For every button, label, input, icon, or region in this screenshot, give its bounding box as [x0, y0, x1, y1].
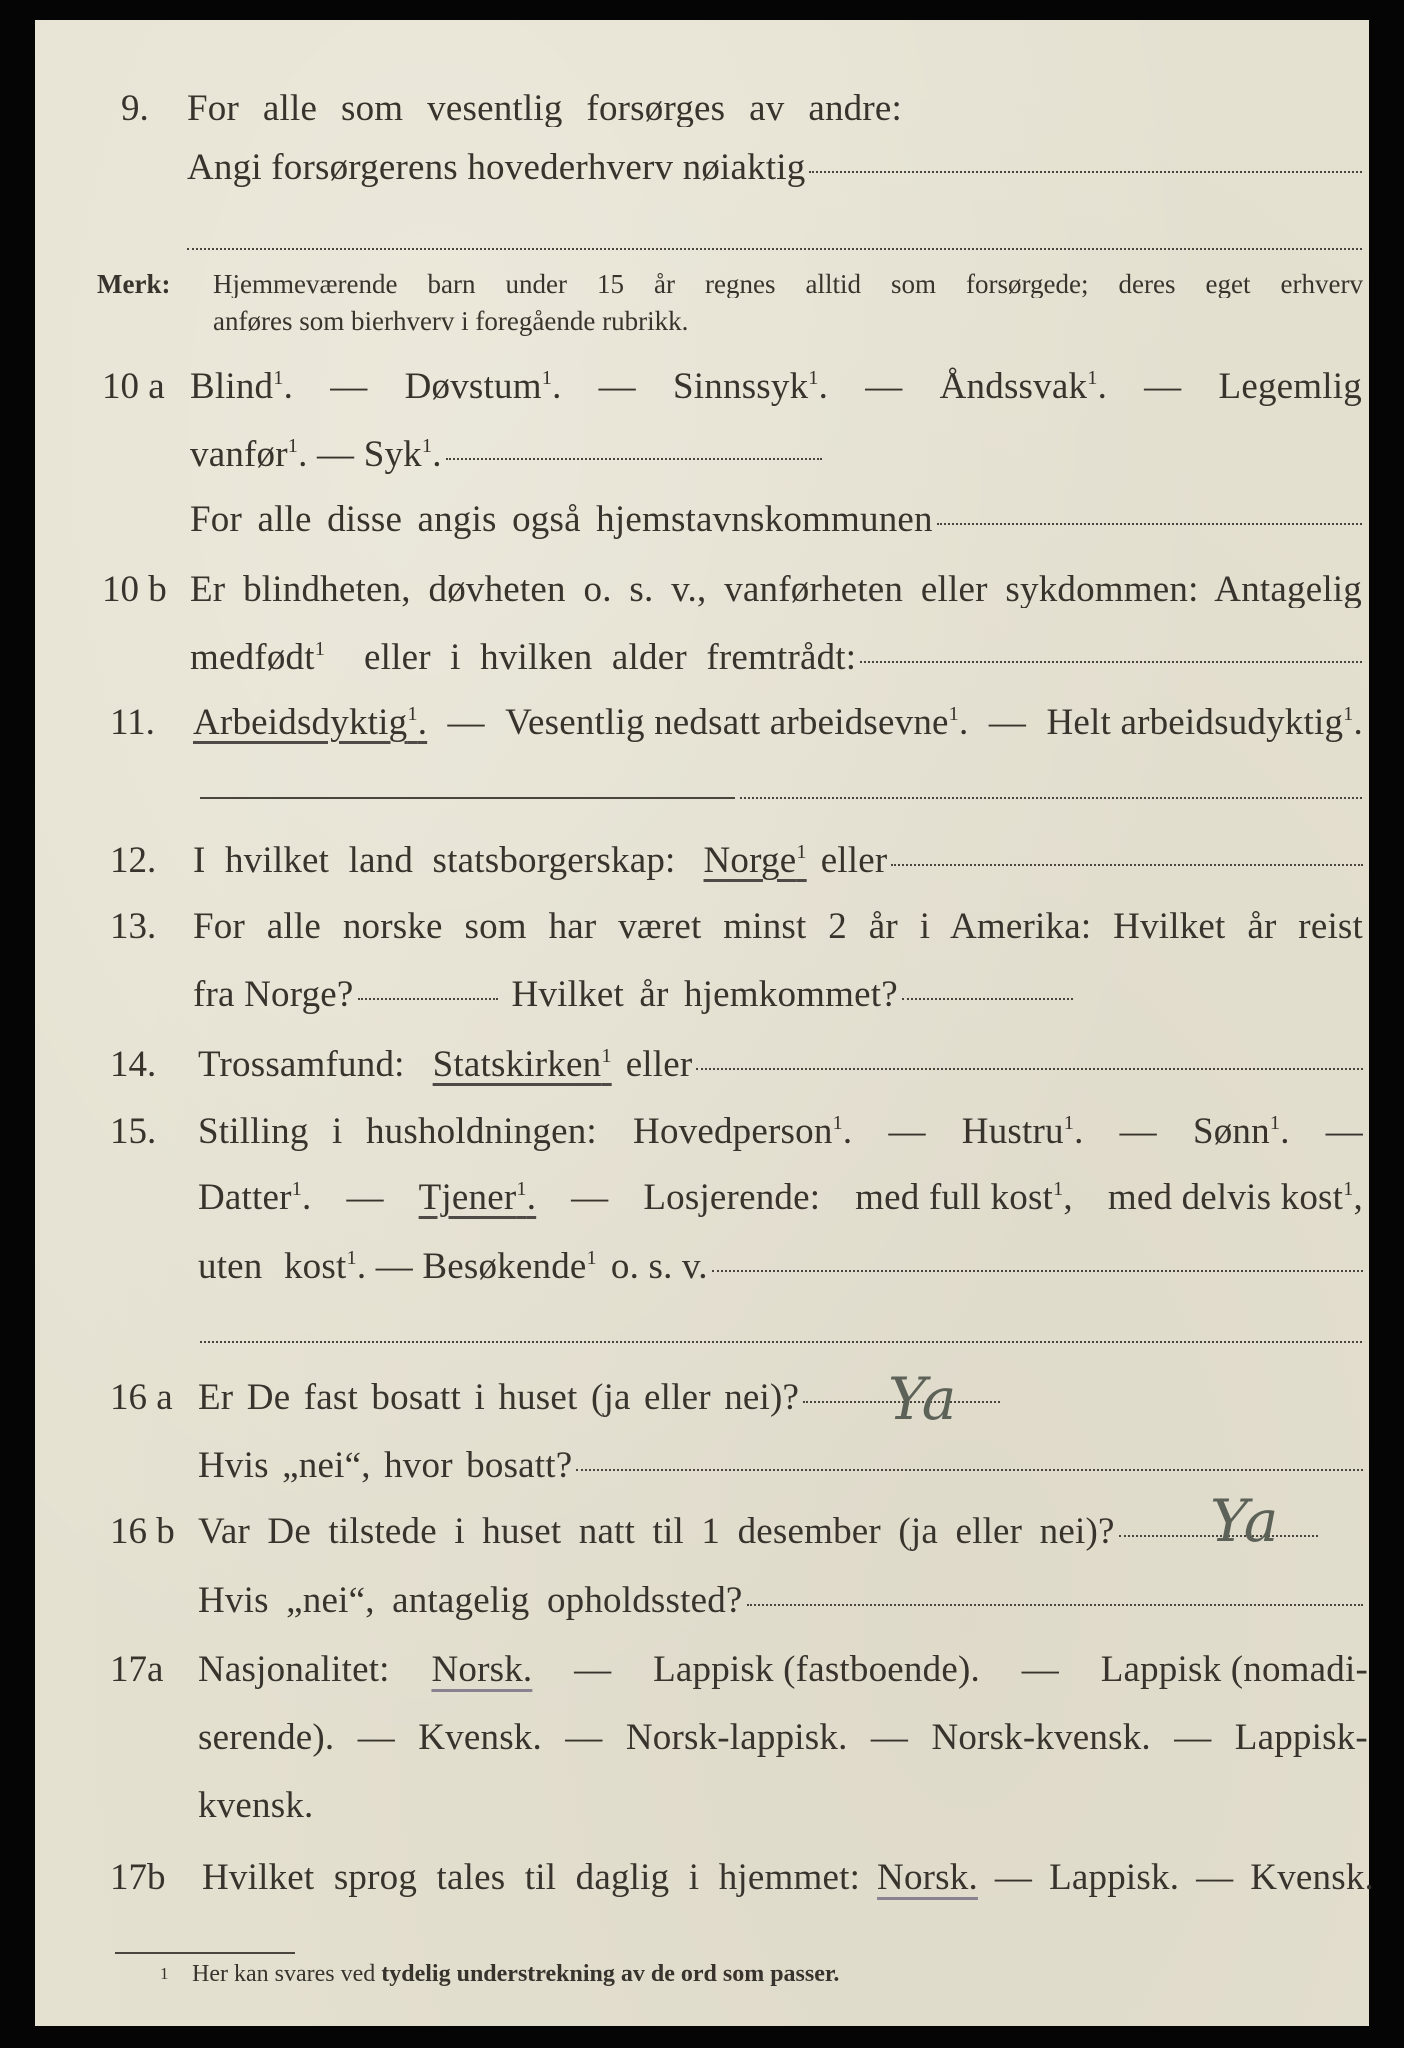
option-tjener-selected[interactable]: Tjener$^1$.: [418, 1177, 537, 1218]
q10a-answer-field[interactable]: [446, 458, 822, 460]
q10a-line1: Blind$^1$. — Døvstum$^1$. — Sinnssyk$^1$. — Åndssvak$^1$. — Legemlig: [190, 366, 1362, 407]
q16a-handwritten-answer: Ya: [888, 1365, 957, 1433]
q16a-where-field[interactable]: [576, 1469, 1363, 1471]
q17a-line3: kvensk.: [198, 1785, 314, 1826]
option-dovstum[interactable]: Døvstum$^1$.: [404, 366, 562, 407]
option-norge-selected[interactable]: Norge$^1$: [703, 840, 807, 881]
option-med-delvis-kost[interactable]: med delvis kost$^1$,: [1107, 1177, 1363, 1218]
option-syk[interactable]: Syk$^1$.: [363, 434, 442, 475]
option-hustru[interactable]: Hustru$^1$.: [961, 1111, 1084, 1152]
option-med-full-kost[interactable]: med full kost$^1$,: [855, 1177, 1073, 1218]
q15-line3: uten kost$^1$. — Besøkende$^1$ o. s. v.: [198, 1248, 1363, 1285]
option-arbeidsdyktig-selected[interactable]: Arbeidsdyktig$^1$.: [193, 702, 428, 743]
q11-answer-line-solid[interactable]: [200, 797, 735, 799]
option-lappisk-kvensk[interactable]: Lappisk-: [1234, 1717, 1368, 1758]
hjemstavnskommune-field[interactable]: [937, 523, 1362, 525]
q10a-line3: For alle disse angis også hjemstavnskommunen: [190, 501, 1362, 538]
q16b-number: 16 b: [110, 1511, 175, 1552]
q9-line2: [187, 149, 1362, 186]
q15-line2: Datter$^1$. — Tjener$^1$. — Losjerende: med full kost$^1$, med delvis kost$^1$,: [198, 1177, 1363, 1218]
q16b-where-field[interactable]: [747, 1604, 1363, 1606]
option-lappisk[interactable]: Lappisk.: [1049, 1857, 1180, 1898]
option-norsk-selected[interactable]: Norsk.: [431, 1649, 533, 1690]
q13-line2: fra Norge? Hvilket år hjemkommet?: [193, 976, 1073, 1013]
option-datter[interactable]: Datter$^1$.: [198, 1177, 312, 1218]
q14-number: 14.: [110, 1044, 157, 1085]
option-hovedperson[interactable]: Hovedperson$^1$.: [633, 1111, 853, 1152]
option-statskirken-selected[interactable]: Statskirken$^1$: [432, 1044, 612, 1085]
q11-line: Arbeidsdyktig$^1$. — Vesentlig nedsatt arbeidsevne$^1$. — Helt arbeidsudyktig$^1$.: [193, 702, 1363, 743]
q17b-line: Hvilket sprog tales til daglig i hjemmet: Norsk. — Lappisk. — Kvensk.: [202, 1857, 1374, 1898]
option-lappisk-fastboende[interactable]: Lappisk (fastboende).: [653, 1649, 980, 1690]
q10a-number: 10 a: [102, 366, 165, 407]
q17a-line1: Nasjonalitet: Norsk. — Lappisk (fastboende). — Lappisk (nomadi-: [198, 1649, 1368, 1690]
option-kvensk[interactable]: Kvensk.: [418, 1717, 542, 1758]
q17a-line2: serende). — Kvensk. — Norsk-lappisk. — Norsk-kvensk. — Lappisk-: [198, 1717, 1368, 1758]
q15-answer-line-2[interactable]: [200, 1341, 1362, 1343]
option-lappisk-nomadiserende[interactable]: Lappisk (nomadi-: [1100, 1649, 1368, 1690]
option-helt-arbeidsudyktig[interactable]: Helt arbeidsudyktig$^1$.: [1046, 702, 1363, 743]
q16a-number: 16 a: [110, 1377, 173, 1418]
q16b-line1: Var De tilstede i huset natt til 1 desember (ja eller nei)?: [198, 1513, 1318, 1550]
footnote-divider: [115, 1952, 295, 1954]
option-legemlig[interactable]: Legemlig: [1218, 366, 1362, 407]
q15-other-field[interactable]: [712, 1270, 1363, 1272]
option-uten-kost[interactable]: uten kost$^1$.: [198, 1246, 367, 1287]
q17b-number: 17b: [110, 1857, 166, 1898]
q9-answer-field[interactable]: [809, 171, 1362, 173]
q12-other-country-field[interactable]: [891, 864, 1363, 866]
option-blind[interactable]: Blind$^1$.: [190, 366, 294, 407]
q15-number: 15.: [110, 1111, 157, 1152]
option-besokende[interactable]: Besøkende$^1$: [422, 1246, 597, 1287]
q16a-line1: Er De fast bosatt i huset (ja eller nei)?: [198, 1379, 1000, 1416]
q9-line1: For alle som vesentlig forsørges av andre:: [187, 90, 902, 127]
option-andssvak[interactable]: Åndssvak$^1$.: [939, 366, 1108, 407]
q10a-line2: vanfør$^1$. — Syk$^1$.: [190, 436, 822, 473]
q9-line2-text: Angi forsørgerens hovederhverv nøiaktig: [187, 147, 806, 188]
option-vanfor[interactable]: vanfør$^1$.: [190, 434, 308, 475]
year-left-field[interactable]: [358, 998, 498, 1000]
option-norsk-kvensk[interactable]: Norsk-kvensk.: [931, 1717, 1151, 1758]
footnote-marker: 1: [160, 1964, 169, 1983]
year-returned-field[interactable]: [902, 998, 1073, 1000]
q11-answer-line-dotted[interactable]: [740, 797, 1362, 799]
merk-line2: anføres som bierhverv i foregående rubrikk.: [213, 306, 689, 336]
q10b-line1: Er blindheten, døvheten o. s. v., vanførheten eller sykdommen: Antagelig: [190, 571, 1362, 608]
q12-line: I hvilket land statsborgerskap: Norge$^1$ eller: [193, 842, 1363, 879]
q16a-line2: Hvis „nei“, hvor bosatt?: [198, 1447, 1363, 1484]
q9-answer-line-2[interactable]: [187, 248, 1362, 250]
q12-number: 12.: [110, 840, 157, 881]
q9-number: 9.: [121, 88, 149, 129]
option-vesentlig-nedsatt[interactable]: Vesentlig nedsatt arbeidsevne$^1$.: [505, 702, 969, 743]
option-sinnssyk[interactable]: Sinnssyk$^1$.: [673, 366, 829, 407]
q10b-line2: medfødt$^1$ eller i hvilken alder fremtrådt:: [190, 639, 1362, 676]
merk-label: Merk:: [97, 269, 171, 299]
q16b-handwritten-answer: Ya: [1210, 1487, 1279, 1555]
q13-number: 13.: [110, 906, 157, 947]
option-norsk-lappisk[interactable]: Norsk-lappisk.: [625, 1717, 848, 1758]
q14-other-field[interactable]: [696, 1068, 1363, 1070]
merk-line1: Hjemmeværende barn under 15 år regnes alltid som forsørgede; deres eget erhverv: [213, 271, 1363, 298]
option-norsk-selected[interactable]: Norsk.: [877, 1857, 978, 1898]
q10b-number: 10 b: [102, 569, 167, 610]
q10b-age-field[interactable]: [860, 661, 1362, 663]
q13-line1: For alle norske som har været minst 2 år i Amerika: Hvilket år reist: [193, 908, 1363, 945]
footnote-text: Her kan svares ved tydelig understrekning av de ord som passer.: [192, 1961, 840, 1987]
q17a-number: 17a: [110, 1649, 164, 1690]
q16b-line2: Hvis „nei“, antagelig opholdssted?: [198, 1582, 1363, 1619]
q11-number: 11.: [110, 702, 155, 743]
option-kvensk[interactable]: Kvensk.: [1250, 1857, 1374, 1898]
option-medfodt[interactable]: medfødt$^1$: [190, 637, 326, 678]
option-sonn[interactable]: Sønn$^1$.: [1192, 1111, 1290, 1152]
q14-line: Trossamfund: Statskirken$^1$ eller: [198, 1046, 1363, 1083]
q15-line1: Stilling i husholdningen: Hovedperson$^1$. — Hustru$^1$. — Sønn$^1$. —: [198, 1111, 1363, 1152]
